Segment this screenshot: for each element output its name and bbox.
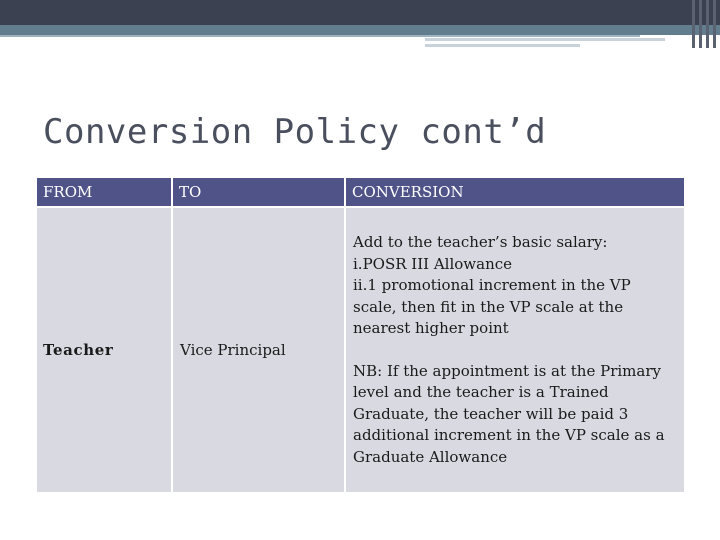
conversion-spacer xyxy=(353,340,678,361)
top-decor-bar xyxy=(0,0,720,25)
header-from: FROM xyxy=(37,178,172,207)
cell-conversion xyxy=(345,207,684,492)
table-row xyxy=(37,207,684,492)
header-conversion: CONVERSION xyxy=(345,178,684,207)
conversion-note: NB: If the appointment is at the Primary level and the teacher is a Trained Graduate, the teacher will be paid 3 additional increment in the VP scale as a Graduate Allowance xyxy=(353,361,665,466)
conversion-line: i.POSR III Allowance xyxy=(353,254,513,273)
header-to: TO xyxy=(172,178,345,207)
from-value: Teacher xyxy=(43,341,114,359)
conversion-line: Add to the teacher’s basic salary: xyxy=(353,233,608,251)
decor-line xyxy=(425,44,580,47)
conversion-line: ii.1 promotional increment in the VP scale, then fit in the VP scale at the nearest higher point xyxy=(353,276,631,337)
top-accent-bar xyxy=(0,25,720,35)
to-value: Vice Principal xyxy=(180,341,286,359)
table-header-row xyxy=(37,178,684,207)
conversion-table xyxy=(37,178,684,492)
cell-from xyxy=(37,207,172,492)
corner-ornament xyxy=(690,0,720,50)
decor-line xyxy=(425,38,665,41)
cell-to xyxy=(172,207,345,492)
slide-title: Conversion Policy cont’d xyxy=(43,112,547,152)
top-divider-line xyxy=(0,35,640,37)
